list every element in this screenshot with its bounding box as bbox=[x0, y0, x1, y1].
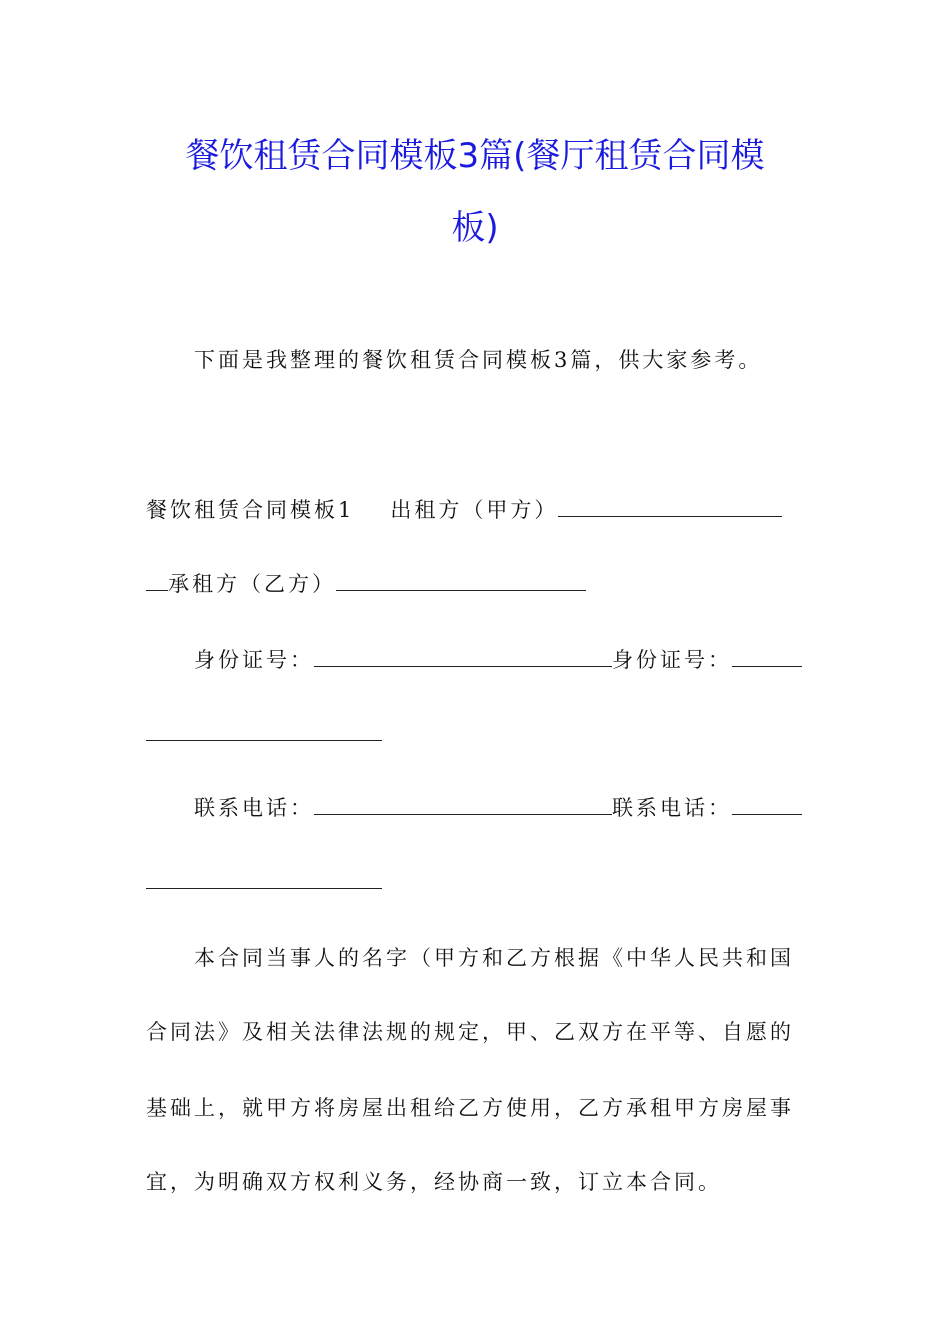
phone-label-lessor: 联系电话： bbox=[194, 796, 314, 820]
body-line-1: 本合同当事人的名字（甲方和乙方根据《中华人民共和国 bbox=[194, 946, 794, 970]
id-number-row bbox=[194, 646, 802, 674]
lessee-label: 承租方（乙方） bbox=[168, 572, 336, 596]
lessor-label: 出租方（甲方） bbox=[390, 498, 559, 522]
body-line-4: 宜，为明确双方权利义务，经协商一致，订立本合同。 bbox=[146, 1170, 722, 1194]
id-label-lessee: 身份证号： bbox=[612, 648, 732, 672]
id-number-continued-row bbox=[146, 720, 382, 748]
lessor-blank[interactable] bbox=[558, 496, 782, 517]
phone-continued-row bbox=[146, 868, 382, 896]
phone-blank-lessee[interactable] bbox=[732, 794, 802, 815]
parties-row bbox=[146, 496, 782, 524]
lessee-row bbox=[146, 570, 586, 598]
phone-row bbox=[194, 794, 802, 822]
id-blank-lessee-continued[interactable] bbox=[146, 720, 382, 741]
phone-label-lessee: 联系电话： bbox=[612, 796, 732, 820]
id-blank-lessor[interactable] bbox=[314, 646, 612, 667]
body-line-2: 合同法》及相关法律法规的规定，甲、乙双方在平等、自愿的 bbox=[146, 1020, 794, 1044]
document-title-line-2: 板) bbox=[451, 208, 499, 248]
intro-paragraph: 下面是我整理的餐饮租赁合同模板3篇，供大家参考。 bbox=[194, 348, 763, 372]
lessee-blank[interactable] bbox=[336, 570, 586, 591]
lessor-blank-continued[interactable] bbox=[146, 570, 168, 591]
phone-blank-lessor[interactable] bbox=[314, 794, 612, 815]
id-label-lessor: 身份证号： bbox=[194, 648, 314, 672]
id-blank-lessee[interactable] bbox=[732, 646, 802, 667]
body-line-3: 基础上，就甲方将房屋出租给乙方使用，乙方承租甲方房屋事 bbox=[146, 1096, 794, 1120]
section-title: 餐饮租赁合同模板1 bbox=[146, 498, 355, 522]
document-title-line-1: 餐饮租赁合同模板3篇(餐厅租赁合同模 bbox=[185, 136, 765, 176]
phone-blank-lessee-continued[interactable] bbox=[146, 868, 382, 889]
